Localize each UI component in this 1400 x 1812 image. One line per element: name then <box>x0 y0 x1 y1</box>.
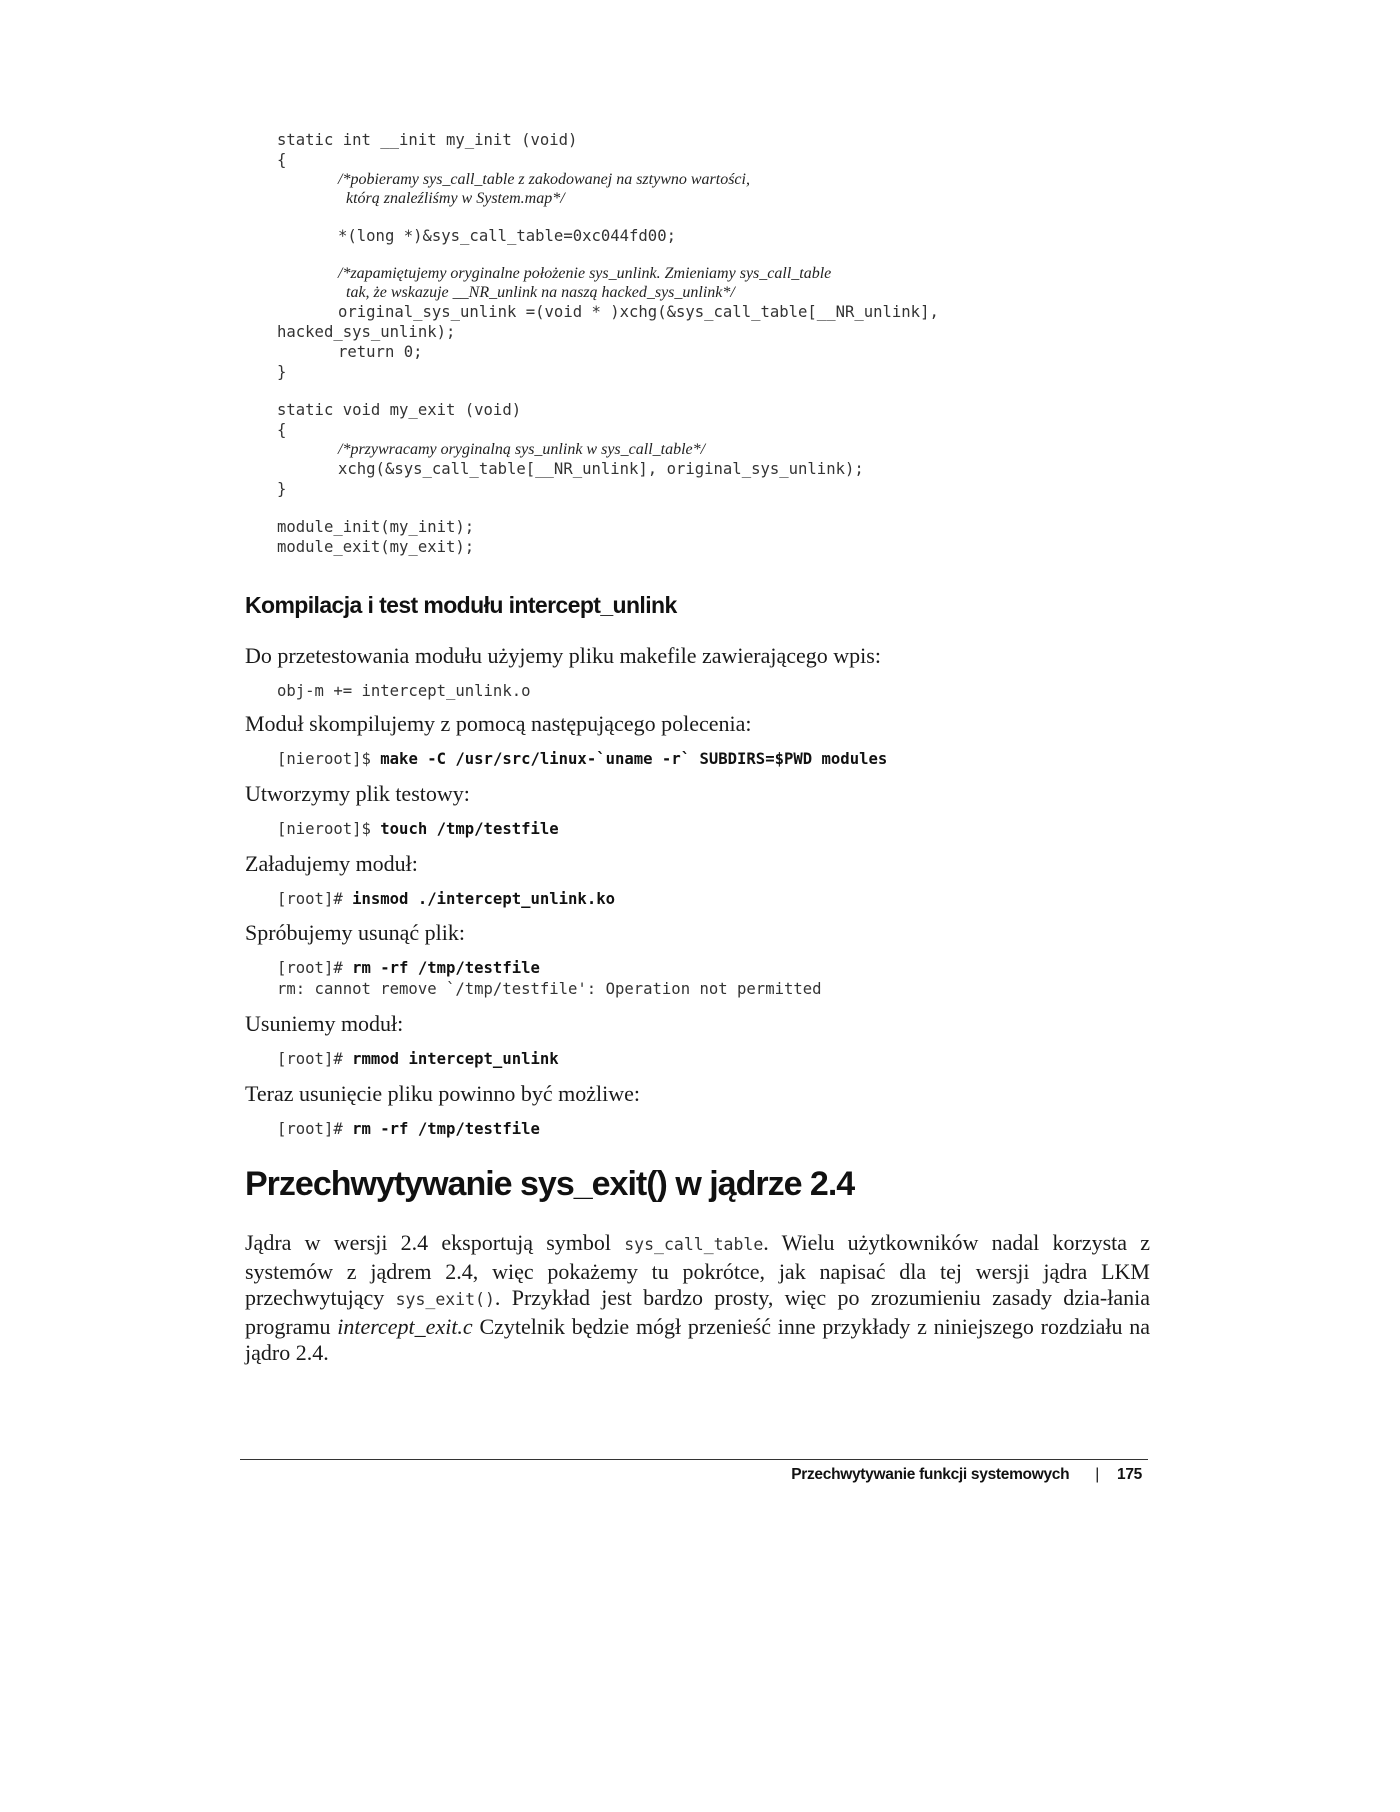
code-comment: /*zapamiętujemy oryginalne położenie sys_unlink. Zmieniamy sys_call_table <box>338 265 832 282</box>
code-line: } <box>277 363 287 381</box>
prompt: [nieroot]$ <box>277 750 381 768</box>
code-line: hacked_sys_unlink); <box>277 323 456 341</box>
code-line: static int __init my_init (void) <box>277 131 578 149</box>
section-heading: Przechwytywanie sys_exit() w jądrze 2.4 <box>245 1165 855 1203</box>
prompt: [root]# <box>277 1050 353 1068</box>
prompt: [nieroot]$ <box>277 820 381 838</box>
command: insmod ./intercept_unlink.ko <box>352 890 615 908</box>
step-text: Do przetestowania modułu użyjemy pliku makefile zawierającego wpis: <box>245 643 881 668</box>
page-number: 175 <box>1117 1466 1142 1483</box>
code-line: xchg(&sys_call_table[__NR_unlink], original_sys_unlink); <box>338 460 864 478</box>
step-text: Teraz usunięcie pliku powinno być możliwe: <box>245 1081 640 1106</box>
command-output: rm: cannot remove `/tmp/testfile': Operation not permitted <box>277 980 822 998</box>
step-text: Spróbujemy usunąć plik: <box>245 920 465 945</box>
code-comment: tak, że wskazuje __NR_unlink na naszą hacked_sys_unlink*/ <box>346 284 735 301</box>
footer-separator: | <box>1095 1466 1100 1483</box>
command-line <box>277 819 559 840</box>
prompt: [root]# <box>277 1120 353 1138</box>
code-line: static void my_exit (void) <box>277 401 522 419</box>
code-text: obj-m += intercept_unlink.o <box>277 682 531 700</box>
section-paragraph <box>245 1230 1150 1367</box>
running-footer-title: Przechwytywanie funkcji systemowych <box>791 1466 1070 1483</box>
command-line <box>277 1049 559 1070</box>
step-text: Usuniemy moduł: <box>245 1011 404 1036</box>
code-line: original_sys_unlink =(void * )xchg(&sys_call_table[__NR_unlink], <box>338 303 939 321</box>
command-line <box>277 749 887 770</box>
code-comment: /*przywracamy oryginalną sys_unlink w sys_call_table*/ <box>338 441 706 458</box>
step-text: Moduł skompilujemy z pomocą następującego polecenia: <box>245 711 752 736</box>
command: touch /tmp/testfile <box>380 820 559 838</box>
code-line: *(long *)&sys_call_table=0xc044fd00; <box>338 227 676 245</box>
code-line: return 0; <box>338 343 423 361</box>
page-footer <box>791 1466 1142 1484</box>
text-run: . Wielu użytkowników nadal korzysta z systemów z jądrem 2.4, więc pokażemy tu pokrótce, jak napisać dla tej wersji jądra LKM przechwytujący <box>245 1230 1150 1310</box>
inline-code: sys_exit() <box>395 1290 495 1309</box>
command-line <box>277 889 615 910</box>
prompt: [root]# <box>277 959 353 977</box>
command: make -C /usr/src/linux-`uname -r` SUBDIRS=$PWD modules <box>380 750 888 768</box>
code-snippet <box>277 681 530 702</box>
text-run: Jądra w wersji 2.4 eksportują symbol <box>245 1230 625 1255</box>
prompt: [root]# <box>277 890 353 908</box>
footer-rule <box>240 1459 1148 1460</box>
code-comment: /*pobieramy sys_call_table z zakodowanej na sztywno wartości, <box>338 171 750 188</box>
text-run: . Przykład jest bardzo prosty, więc po zrozumieniu zasady dzia-łania programu <box>245 1285 1150 1339</box>
text-run: Czytelnik będzie mógł przenieść inne przykłady z niniejszego rozdziału na jądro 2.4. <box>245 1313 1150 1365</box>
code-line: } <box>277 480 287 498</box>
code-comment: którą znaleźliśmy w System.map*/ <box>346 190 565 207</box>
command: rm -rf /tmp/testfile <box>352 959 540 977</box>
subsection-heading: Kompilacja i test modułu intercept_unlink <box>245 592 677 618</box>
code-line: { <box>277 151 287 169</box>
code-line: module_init(my_init); <box>277 518 475 536</box>
inline-code: sys_call_table <box>624 1235 764 1254</box>
step-text: Załadujemy moduł: <box>245 851 418 876</box>
command-line <box>277 1119 540 1140</box>
code-listing <box>277 130 939 557</box>
command: rm -rf /tmp/testfile <box>352 1120 540 1138</box>
command: rmmod intercept_unlink <box>352 1050 559 1068</box>
code-line: module_exit(my_exit); <box>277 538 475 556</box>
code-line: { <box>277 421 287 439</box>
step-text: Utworzymy plik testowy: <box>245 781 470 806</box>
command-line <box>277 958 822 1000</box>
file-name: intercept_exit.c <box>337 1313 473 1339</box>
